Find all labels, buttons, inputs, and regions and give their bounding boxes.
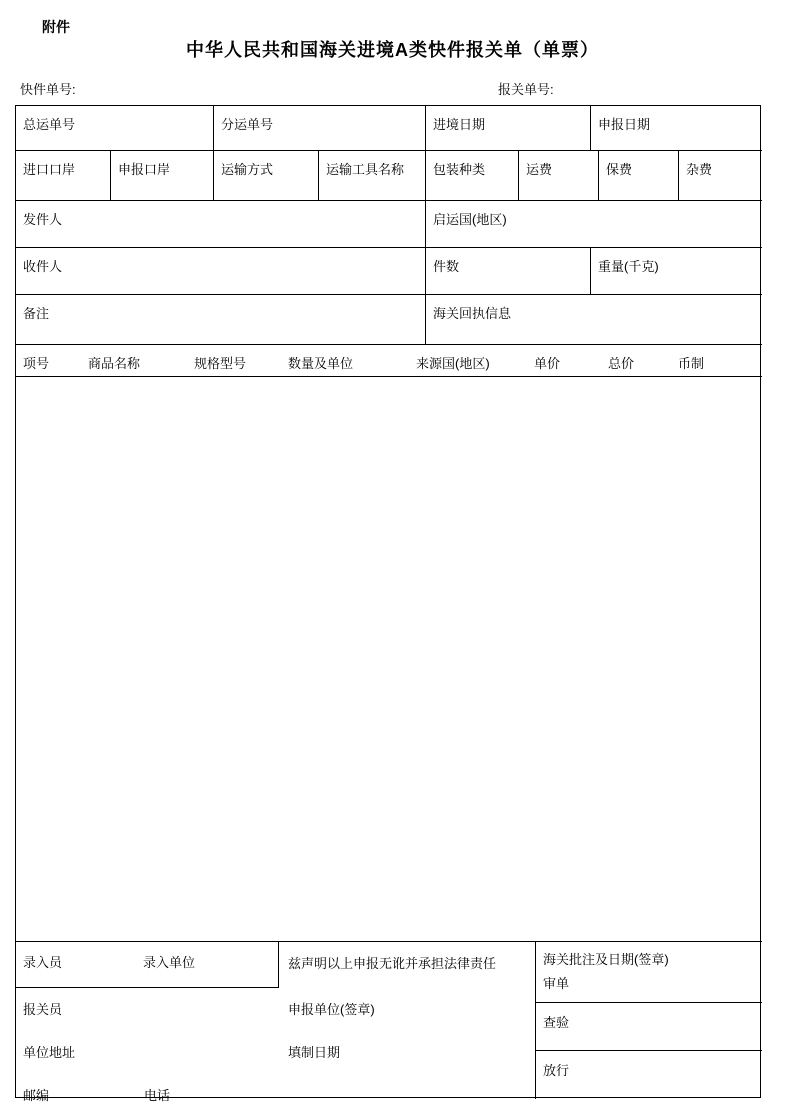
declare-port-label: 申报口岸: [118, 162, 171, 177]
field-declare-port: [111, 151, 214, 201]
entry-unit-label: 录入单位: [143, 955, 196, 970]
entry-date-label: 进境日期: [433, 117, 486, 132]
entry-clerk-box: [16, 942, 279, 988]
field-customs-receipt-info: [426, 295, 762, 345]
field-master-waybill: [16, 106, 214, 151]
phone-label: 电话: [144, 1088, 171, 1103]
goods-name-header: 商品名称: [88, 356, 141, 371]
master-waybill-label: 总运单号: [23, 117, 76, 132]
misc-fee-label: 杂费: [686, 162, 713, 177]
field-departure-country: [426, 201, 762, 248]
form-title: 中华人民共和国海关进境A类快件报关单（单票）: [186, 40, 599, 60]
field-transport-tool-name: [319, 151, 426, 201]
field-declare-date: [591, 106, 762, 151]
field-weight-kg: [591, 248, 762, 295]
weight-kg-label: 重量(千克): [598, 259, 659, 274]
field-import-port: [16, 151, 111, 201]
express-number-label: 快件单号:: [20, 82, 76, 97]
declare-unit-seal-label: 申报单位(签章): [288, 1002, 375, 1017]
currency-header: 币制: [678, 356, 705, 371]
customs-receipt-info-label: 海关回执信息: [433, 306, 512, 321]
field-house-waybill: [214, 106, 426, 151]
house-waybill-label: 分运单号: [221, 117, 274, 132]
freight-label: 运费: [526, 162, 553, 177]
field-transport-mode: [214, 151, 319, 201]
items-header-row: [16, 345, 762, 377]
field-sender: [16, 201, 426, 248]
declare-date-label: 申报日期: [598, 117, 651, 132]
unit-price-header: 单价: [534, 356, 561, 371]
fill-date-label: 填制日期: [288, 1045, 341, 1060]
import-port-label: 进口口岸: [23, 162, 76, 177]
piece-count-label: 件数: [433, 259, 460, 274]
declarant-label: 报关员: [23, 1002, 63, 1017]
inspection-label: 查验: [543, 1015, 570, 1030]
entry-clerk-label: 录入员: [23, 955, 63, 970]
declaration-number-label: 报关单号:: [498, 82, 554, 97]
review-label: 审单: [543, 976, 570, 991]
sender-label: 发件人: [23, 212, 63, 227]
spec-model-header: 规格型号: [194, 356, 247, 371]
footer-left-area: [16, 942, 536, 1103]
insurance-fee-label: 保费: [606, 162, 633, 177]
package-type-label: 包装种类: [433, 162, 486, 177]
recipient-label: 收件人: [23, 259, 63, 274]
release-cell: [536, 1051, 762, 1099]
customs-notes-date-seal-label: 海关批注及日期(签章): [543, 952, 669, 967]
release-label: 放行: [543, 1063, 570, 1078]
departure-country-label: 启运国(地区): [433, 212, 507, 227]
source-country-header: 来源国(地区): [416, 356, 490, 371]
field-remarks: [16, 295, 426, 345]
declaration-statement: 兹声明以上申报无讹并承担法律责任: [288, 956, 497, 971]
total-price-header: 总价: [608, 356, 635, 371]
transport-mode-label: 运输方式: [221, 162, 274, 177]
field-recipient: [16, 248, 426, 295]
postal-code-label: 邮编: [23, 1088, 50, 1103]
remarks-label: 备注: [23, 306, 50, 321]
transport-tool-name-label: 运输工具名称: [326, 162, 405, 177]
field-misc-fee: [679, 151, 762, 201]
customs-notes-review-cell: [536, 942, 762, 1003]
field-package-type: [426, 151, 519, 201]
field-freight: [519, 151, 599, 201]
item-no-header: 项号: [23, 356, 50, 371]
field-insurance-fee: [599, 151, 679, 201]
field-piece-count: [426, 248, 591, 295]
items-body-area: [16, 377, 762, 942]
declaration-table: [15, 105, 761, 1103]
attachment-label: 附件: [42, 19, 70, 35]
field-entry-date: [426, 106, 591, 151]
quantity-unit-header: 数量及单位: [288, 356, 354, 371]
inspection-cell: [536, 1003, 762, 1051]
unit-address-label: 单位地址: [23, 1045, 76, 1060]
